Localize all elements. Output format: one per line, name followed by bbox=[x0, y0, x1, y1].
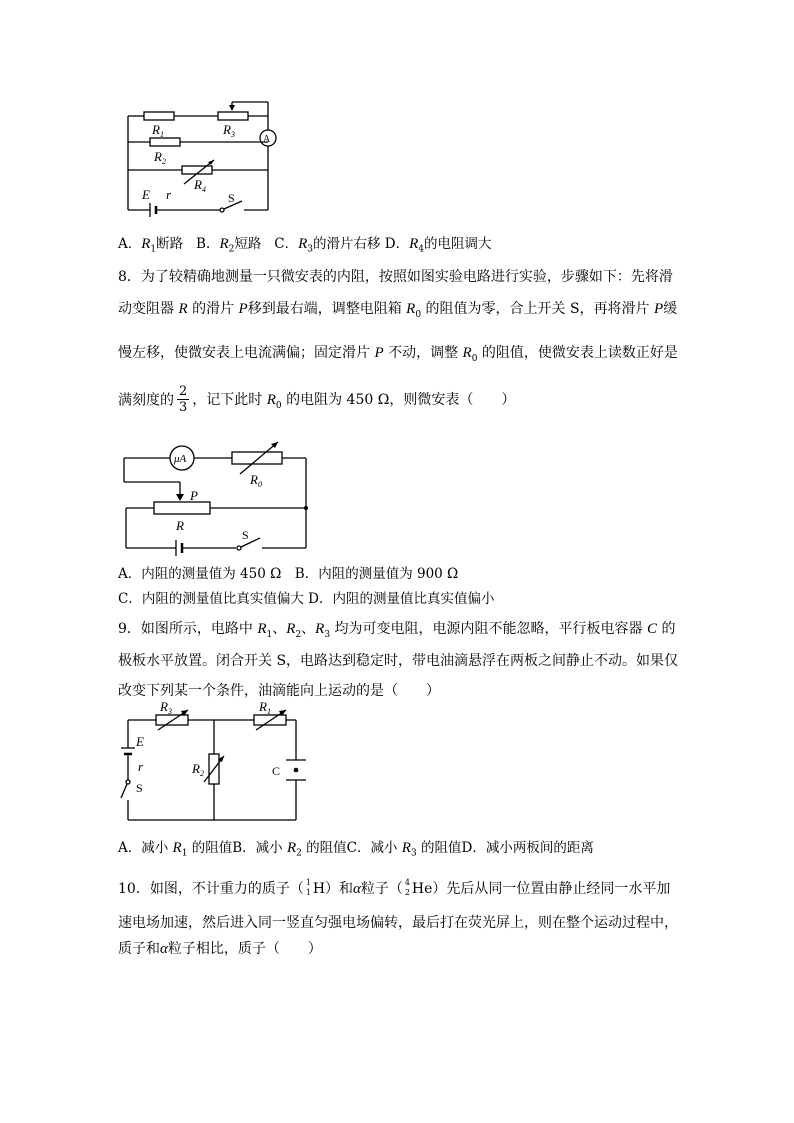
q10-line1: 10．如图，不计重力的质子（ 1 1 H）和α粒子（ 4 2 He）先后从同一位置由静止经同一水平加 bbox=[118, 878, 671, 897]
label-r2: $R_2$ bbox=[192, 761, 204, 778]
q8-options-cd: C．内阻的测量值比真实值偏大 D．内阻的测量值比真实值偏小 bbox=[118, 591, 495, 607]
q8-line4: 满刻度的 $\frac{2}{3}$ ，记下此时 $R_0$ 的电阻为 450 Ω，则微安表（ ） bbox=[118, 384, 516, 415]
q9-options: A．减小 $R_1$ 的阻值B．减小 $R_2$ 的阻值C．减小 $R_3$ 的阻值D．减小两板间的距离 bbox=[118, 840, 594, 859]
label-e: E bbox=[142, 187, 150, 202]
q10-line3: 质子和α粒子相比，质子（ ） bbox=[118, 941, 322, 957]
fraction-two-thirds: $\frac{2}{3}$ bbox=[179, 384, 188, 415]
q8-line1: 8．为了较精确地测量一只微安表的内阻，按照如图实验电路进行实验，步骤如下：先将滑 bbox=[118, 269, 673, 285]
q7-options: A．$R_1$断路 B．$R_2$短路 C．$R_3$的滑片右移 D．$R_4$的电阻调大 bbox=[118, 236, 492, 255]
label-p: P bbox=[190, 488, 198, 503]
label-microammeter: μA bbox=[174, 453, 187, 465]
q9-line1: 9．如图所示，电路中 $R_1$、$R_2$、$R_3$ 均为可变电阻，电源内阻不能忽略，平行板电容器 C 的 bbox=[118, 621, 676, 640]
circuit-diagram-3 bbox=[118, 698, 318, 826]
q8-line3: 慢左移，使微安表上电流满偏；固定滑片 P 不动，调整 $R_0$ 的阻值，使微安表上读数正好是 bbox=[118, 345, 678, 364]
q8-line2: 动变阻器 R 的滑片 P移到最右端，调整电阻箱 $R_0$ 的阻值为零，合上开关 S，再将滑片 P缓 bbox=[118, 301, 678, 320]
label-e: E bbox=[136, 734, 144, 749]
label-s: S bbox=[242, 528, 249, 542]
q10-line2: 速电场加速，然后进入同一竖直匀强电场偏转，最后打在荧光屏上，则在整个运动过程中， bbox=[118, 915, 678, 931]
label-r3: $R_3$ bbox=[160, 699, 172, 716]
label-r3: $R_3$ bbox=[223, 122, 235, 139]
q8-options-ab: A．内阻的测量值为 450 Ω B．内阻的测量值为 900 Ω bbox=[118, 566, 459, 582]
label-s: S bbox=[136, 781, 143, 795]
label-r0: $R_0$ bbox=[250, 472, 262, 489]
q9-line2: 极板水平放置。闭合开关 S，电路达到稳定时，带电油滴悬浮在两板之间静止不动。如果仅 bbox=[118, 653, 679, 669]
label-r1: $R_1$ bbox=[259, 699, 271, 716]
circuit-diagram-2 bbox=[118, 438, 318, 558]
label-r: r bbox=[138, 759, 144, 774]
label-r2: $R_2$ bbox=[154, 149, 166, 166]
label-c: C bbox=[272, 764, 281, 778]
circuit-diagram-1 bbox=[120, 98, 280, 218]
label-s: S bbox=[228, 191, 235, 205]
label-r: r bbox=[166, 187, 172, 202]
q9-line3: 改变下列某一个条件，油滴能向上运动的是（ ） bbox=[118, 683, 440, 699]
label-r1: $R_1$ bbox=[152, 122, 164, 139]
label-r: R bbox=[176, 518, 184, 533]
label-r4: $R_4$ bbox=[194, 177, 206, 194]
label-ammeter: A bbox=[263, 134, 271, 145]
